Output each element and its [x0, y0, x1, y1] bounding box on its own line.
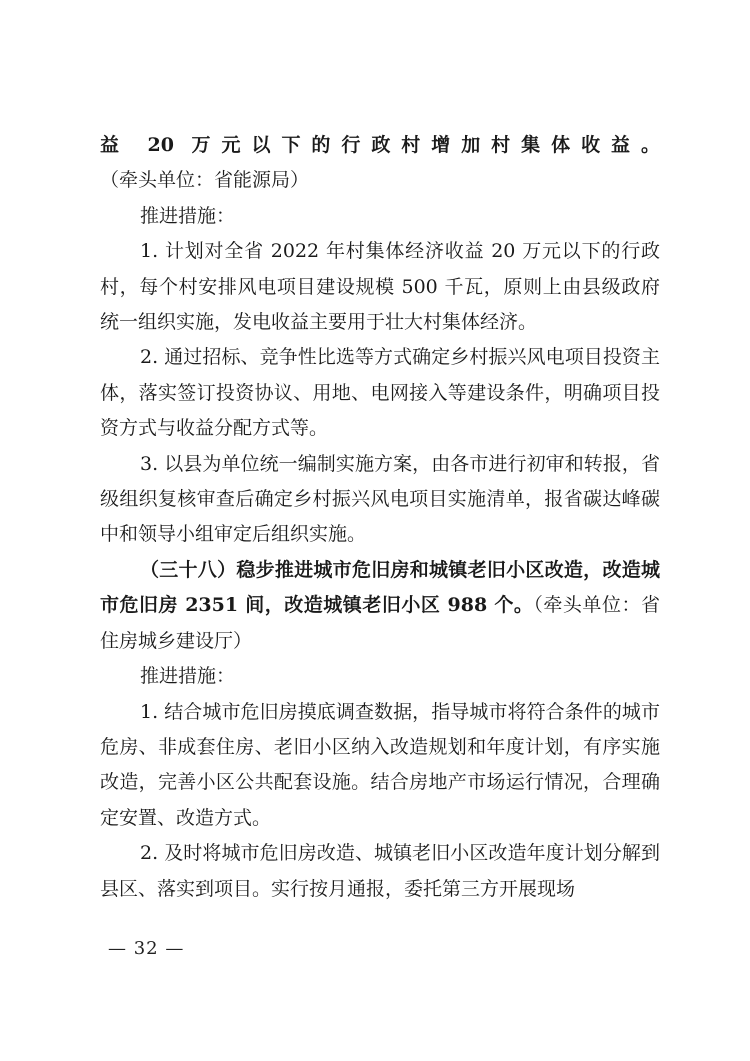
task-heading-38 [100, 553, 660, 659]
lead-unit-text: （牵头单位：省住房城乡建设厅） [100, 594, 660, 652]
document-body [100, 128, 660, 907]
measures-heading: 推进措施： [140, 665, 236, 688]
task-target-text: 益 20 万元以下的行政村增加村集体收益。 [100, 134, 660, 156]
measure-item: 1. 结合城市危旧房摸底调查数据，指导城市将符合条件的城市危房、非成套住房、老旧小区纳入改造规划和年度计划，有序实施改造，完善小区公共配套设施。结合房地产市场运行情况，合理确定安置、改造方式。 [100, 700, 660, 829]
measure-item: 2. 及时将城市危旧房改造、城镇老旧小区改造年度计划分解到县区、落实到项目。实行按月通报，委托第三方开展现场 [100, 842, 660, 900]
measures-heading: 推进措施： [140, 204, 236, 227]
lead-unit-text: （牵头单位：省能源局） [100, 169, 310, 192]
measure-item: 2. 通过招标、竞争性比选等方式确定乡村振兴风电项目投资主体，落实签订投资协议、用地、电网接入等建设条件，明确项目投资方式与收益分配方式等。 [100, 346, 660, 440]
page-number: — 32 — [108, 938, 185, 959]
paragraph-continuation [100, 128, 660, 199]
measure-item: 1. 计划对全省 2022 年村集体经济收益 20 万元以下的行政村，每个村安排风电项目建设规模 500 千瓦，原则上由县级政府统一组织实施，发电收益主要用于壮大村集体经济。 [100, 240, 660, 334]
measure-item: 3. 以县为单位统一编制实施方案，由各市进行初审和转报，省级组织复核审查后确定乡村振兴风电项目实施清单，报省碳达峰碳中和领导小组审定后组织实施。 [100, 452, 660, 546]
task-target-text: （三十八）稳步推进城市危旧房和城镇老旧小区改造，改造城市危旧房 2351 间，改造城镇老旧小区 988 个。 [100, 558, 660, 617]
